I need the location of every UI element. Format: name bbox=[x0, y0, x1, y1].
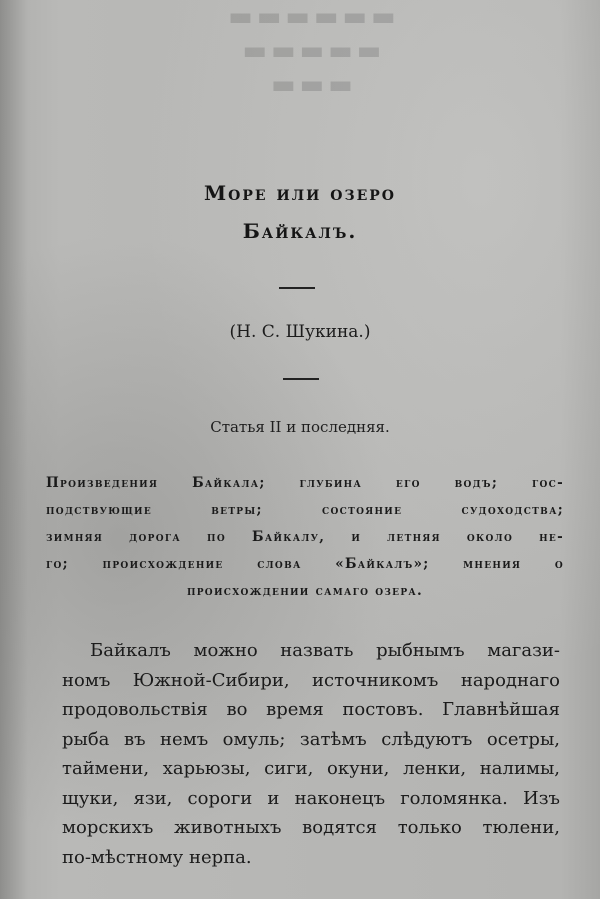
body-line: номъ Южной-Сибири, источникомъ народнаго bbox=[62, 669, 560, 691]
summary-line: зимняя дорога по Байкалу, и летняя около не- bbox=[46, 529, 564, 545]
body-line: таймени, харьюзы, сиги, окуни, ленки, налимы, bbox=[62, 758, 560, 779]
body-paragraph bbox=[62, 636, 560, 872]
author-line: (Н. С. Шукина.) bbox=[229, 322, 371, 342]
body-line: рыба въ немъ омуль; затѣмъ слѣдуютъ осетры, bbox=[62, 728, 560, 750]
summary-line: Произведения Байкала; глубина его водъ; гос- bbox=[46, 475, 564, 491]
bleed-through-text: ▬▬▬▬▬▬ ▬▬▬▬▬ ▬▬▬ bbox=[224, 2, 396, 100]
divider-bottom bbox=[283, 378, 319, 380]
summary-line: подствующие ветры; состояние судоходства; bbox=[46, 502, 564, 518]
article-heading: Статья II и последняя. bbox=[210, 418, 390, 436]
body-line: продовольствія во время постовъ. Главнѣйшая bbox=[62, 699, 560, 720]
title-line-2: Байкалъ. bbox=[242, 219, 358, 243]
body-line: Байкалъ можно назвать рыбнымъ магази- bbox=[90, 640, 560, 661]
summary-line: происхождении самаго озера. bbox=[186, 583, 424, 599]
body-line: по-мѣстному нерпа. bbox=[62, 846, 252, 868]
divider-top bbox=[279, 287, 315, 289]
body-line: морскихъ животныхъ водятся только тюлени, bbox=[62, 817, 560, 838]
body-line: щуки, язи, сороги и наконецъ голомянка. Изъ bbox=[62, 787, 560, 809]
title-line-1: Море или озеро bbox=[204, 181, 396, 205]
summary-line: го; происхождение слова «Байкалъ»; мнения о bbox=[46, 556, 564, 572]
summary-block bbox=[46, 470, 564, 605]
